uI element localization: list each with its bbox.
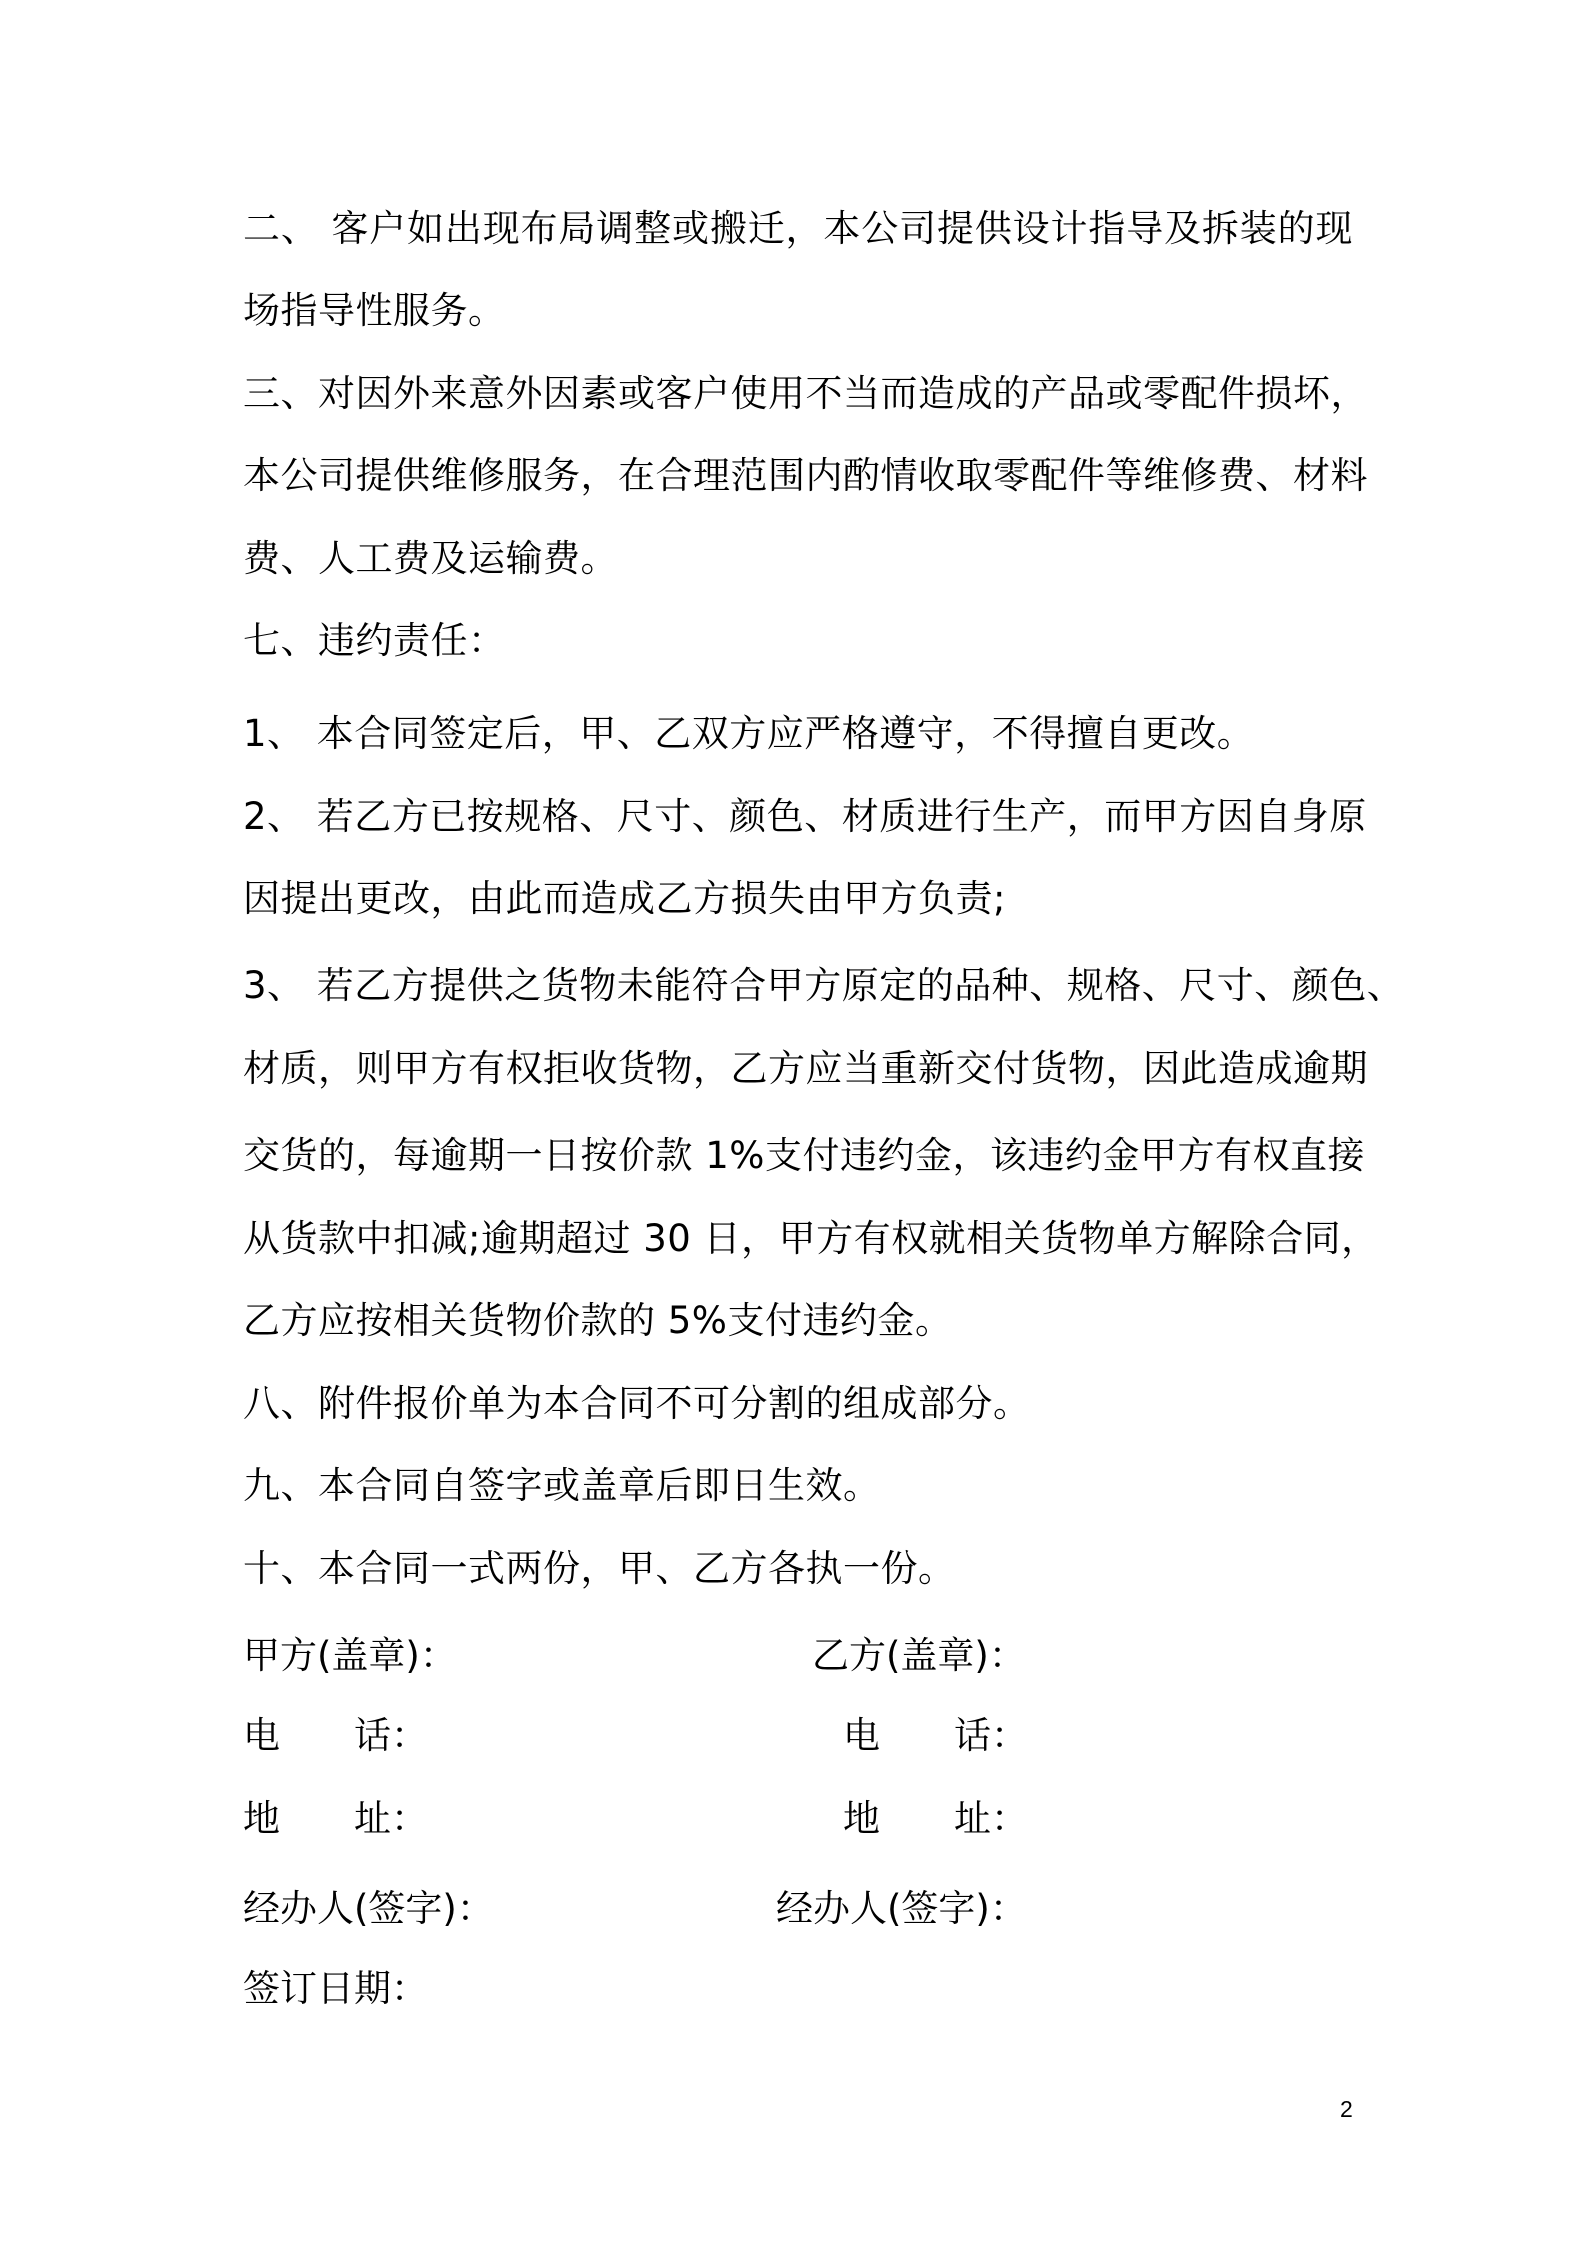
section-seven-heading: 七、违约责任： (243, 619, 506, 662)
party-b-seal-label: 乙方(盖章)： (812, 1634, 1026, 1677)
item-three-line-5: 乙方应按相关货物价款的 5%支付违约金。 (243, 1299, 953, 1342)
party-a-seal-label: 甲方(盖章)： (243, 1634, 457, 1677)
clause-three-line-3: 费、人工费及运输费。 (243, 537, 618, 580)
page-number: 2 (1340, 2096, 1353, 2122)
sign-date-label: 签订日期： (243, 1967, 428, 2010)
party-a-agent-label: 经办人(签字)： (243, 1887, 494, 1930)
item-two-line-2: 因提出更改，由此而造成乙方损失由甲方负责; (243, 877, 1006, 920)
clause-three-line-1: 三、对因外来意外因素或客户使用不当而造成的产品或零配件损坏， (243, 372, 1368, 415)
party-a-phone-label: 电 话： (243, 1714, 428, 1757)
clause-two-line-1: 二、 客户如出现布局调整或搬迁，本公司提供设计指导及拆装的现 (243, 207, 1353, 250)
clause-three-line-2: 本公司提供维修服务，在合理范围内酌情收取零配件等维修费、材料 (243, 454, 1368, 497)
section-eight: 八、附件报价单为本合同不可分割的组成部分。 (243, 1382, 1031, 1425)
party-a-address-label: 地 址： (243, 1797, 428, 1840)
item-two-line-1: 2、 若乙方已按规格、尺寸、颜色、材质进行生产，而甲方因自身原 (243, 795, 1367, 838)
item-three-line-1: 3、 若乙方提供之货物未能符合甲方原定的品种、规格、尺寸、颜色、 (243, 964, 1405, 1007)
section-nine: 九、本合同自签字或盖章后即日生效。 (243, 1464, 881, 1507)
item-three-line-2: 材质，则甲方有权拒收货物，乙方应当重新交付货物，因此造成逾期 (243, 1047, 1368, 1090)
section-ten: 十、本合同一式两份，甲、乙方各执一份。 (243, 1547, 956, 1590)
party-b-address-label: 地 址： (843, 1797, 1028, 1840)
item-three-line-4: 从货款中扣减;逾期超过 30 日，甲方有权就相关货物单方解除合同， (243, 1217, 1379, 1260)
item-one-line-1: 1、 本合同签定后，甲、乙双方应严格遵守，不得擅自更改。 (243, 712, 1255, 755)
item-three-line-3: 交货的，每逾期一日按价款 1%支付违约金，该违约金甲方有权直接 (243, 1134, 1365, 1177)
party-b-agent-label: 经办人(签字)： (776, 1887, 1027, 1930)
clause-two-line-2: 场指导性服务。 (243, 289, 506, 332)
party-b-phone-label: 电 话： (843, 1714, 1028, 1757)
